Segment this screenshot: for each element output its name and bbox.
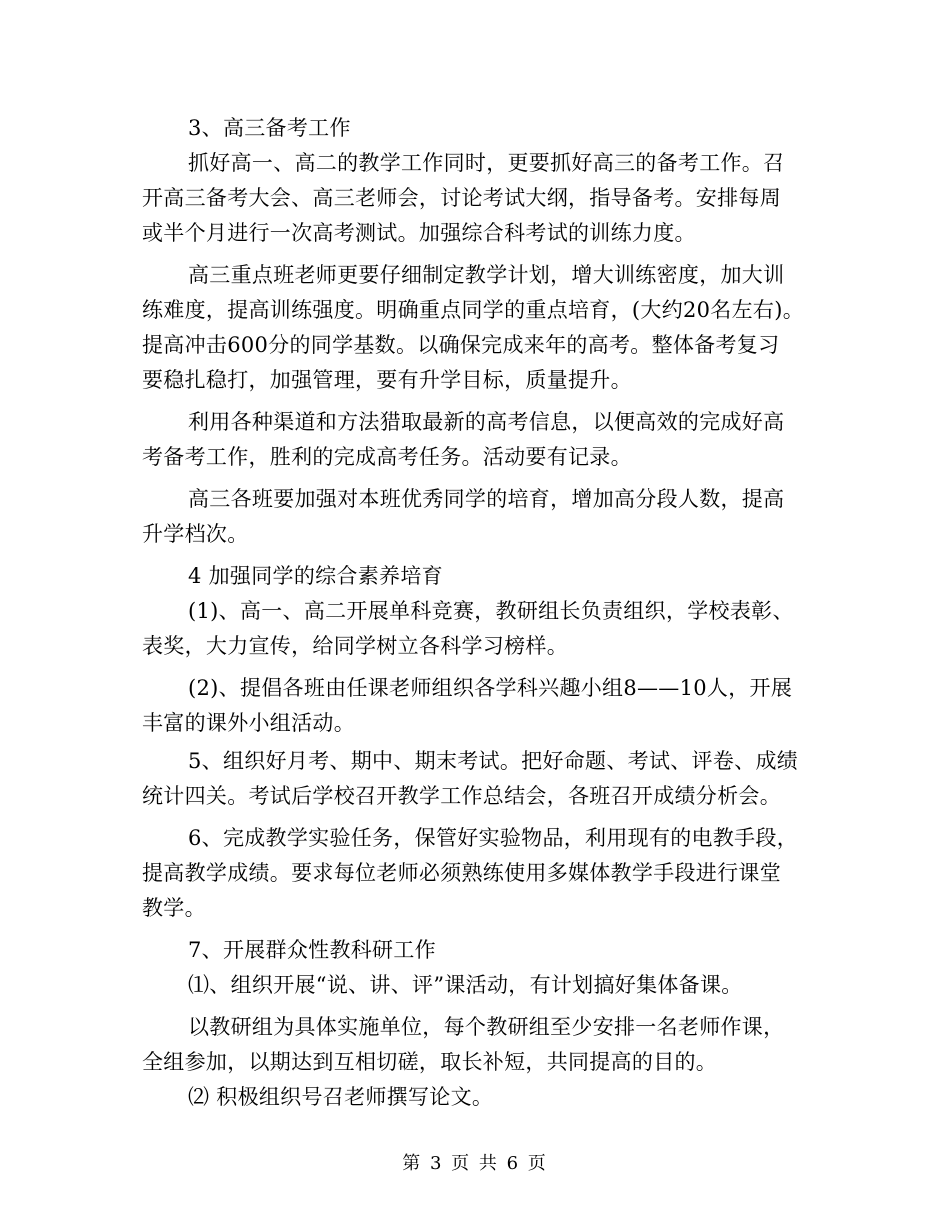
paragraph-line: 丰富的课外小组活动。	[142, 711, 355, 735]
paragraph-line: 提高冲击600分的同学基数。以确保完成来年的高考。整体备考复习	[142, 333, 780, 357]
paragraph-line: 提高教学成绩。要求每位老师必须熟练使用多媒体教学手段进行课堂	[142, 861, 781, 885]
paragraph-line: 表奖，大力宣传，给同学树立各科学习榜样。	[142, 634, 568, 658]
heading-7-research: 7、开展群众性教科研工作	[188, 938, 436, 962]
paragraph-line: 全组参加，以期达到互相切磋，取长补短，共同提高的目的。	[142, 1050, 718, 1074]
page-number-footer: 第 3 页 共 6 页	[402, 1153, 548, 1174]
paragraph-line: 要稳扎稳打，加强管理，要有升学目标，质量提升。	[142, 368, 632, 392]
paragraph-line: 利用各种渠道和方法猎取最新的高考信息，以便高效的完成好高	[188, 410, 785, 434]
paragraph-line: 教学。	[142, 896, 206, 920]
paragraph-line: 升学档次。	[142, 522, 249, 546]
paragraph-line: ⑵ 积极组织号召老师撰写论文。	[188, 1085, 494, 1109]
paragraph-line: ⑴、组织开展“说、讲、评”课活动，有计划搞好集体备课。	[188, 973, 743, 997]
paragraph-line: (2)、提倡各班由任课老师组织各学科兴趣小组8——10人，开展	[188, 676, 793, 700]
paragraph-line: 高三重点班老师更要仔细制定教学计划，增大训练密度，加大训	[188, 263, 785, 287]
heading-5-exams: 5、组织好月考、期中、期末考试。把好命题、考试、评卷、成绩	[188, 749, 799, 773]
heading-3-exam-prep: 3、高三备考工作	[188, 116, 351, 140]
paragraph-line: 统计四关。考试后学校召开教学工作总结会，各班召开成绩分析会。	[142, 784, 781, 808]
paragraph-line: 考备考工作，胜利的完成高考任务。活动要有记录。	[142, 445, 632, 469]
heading-4-quality-training: 4 加强同学的综合素养培育	[188, 564, 443, 588]
paragraph-line: 或半个月进行一次高考测试。加强综合科考试的训练力度。	[142, 221, 696, 245]
paragraph-line: 以教研组为具体实施单位，每个教研组至少安排一名老师作课，	[188, 1015, 785, 1039]
paragraph-line: 练难度，提高训练强度。明确重点同学的重点培育，(大约20名左右)。	[142, 298, 805, 322]
heading-6-experiments: 6、完成教学实验任务，保管好实验物品，利用现有的电教手段，	[188, 826, 799, 850]
paragraph-line: 开高三备考大会、高三老师会，讨论考试大纲，指导备考。安排每周	[142, 186, 781, 210]
paragraph-line: 抓好高一、高二的教学工作同时，更要抓好高三的备考工作。召	[188, 151, 785, 175]
paragraph-line: 高三各班要加强对本班优秀同学的培育，增加高分段人数，提高	[188, 487, 785, 511]
paragraph-line: (1)、高一、高二开展单科竞赛，教研组长负责组织，学校表彰、	[188, 599, 794, 623]
